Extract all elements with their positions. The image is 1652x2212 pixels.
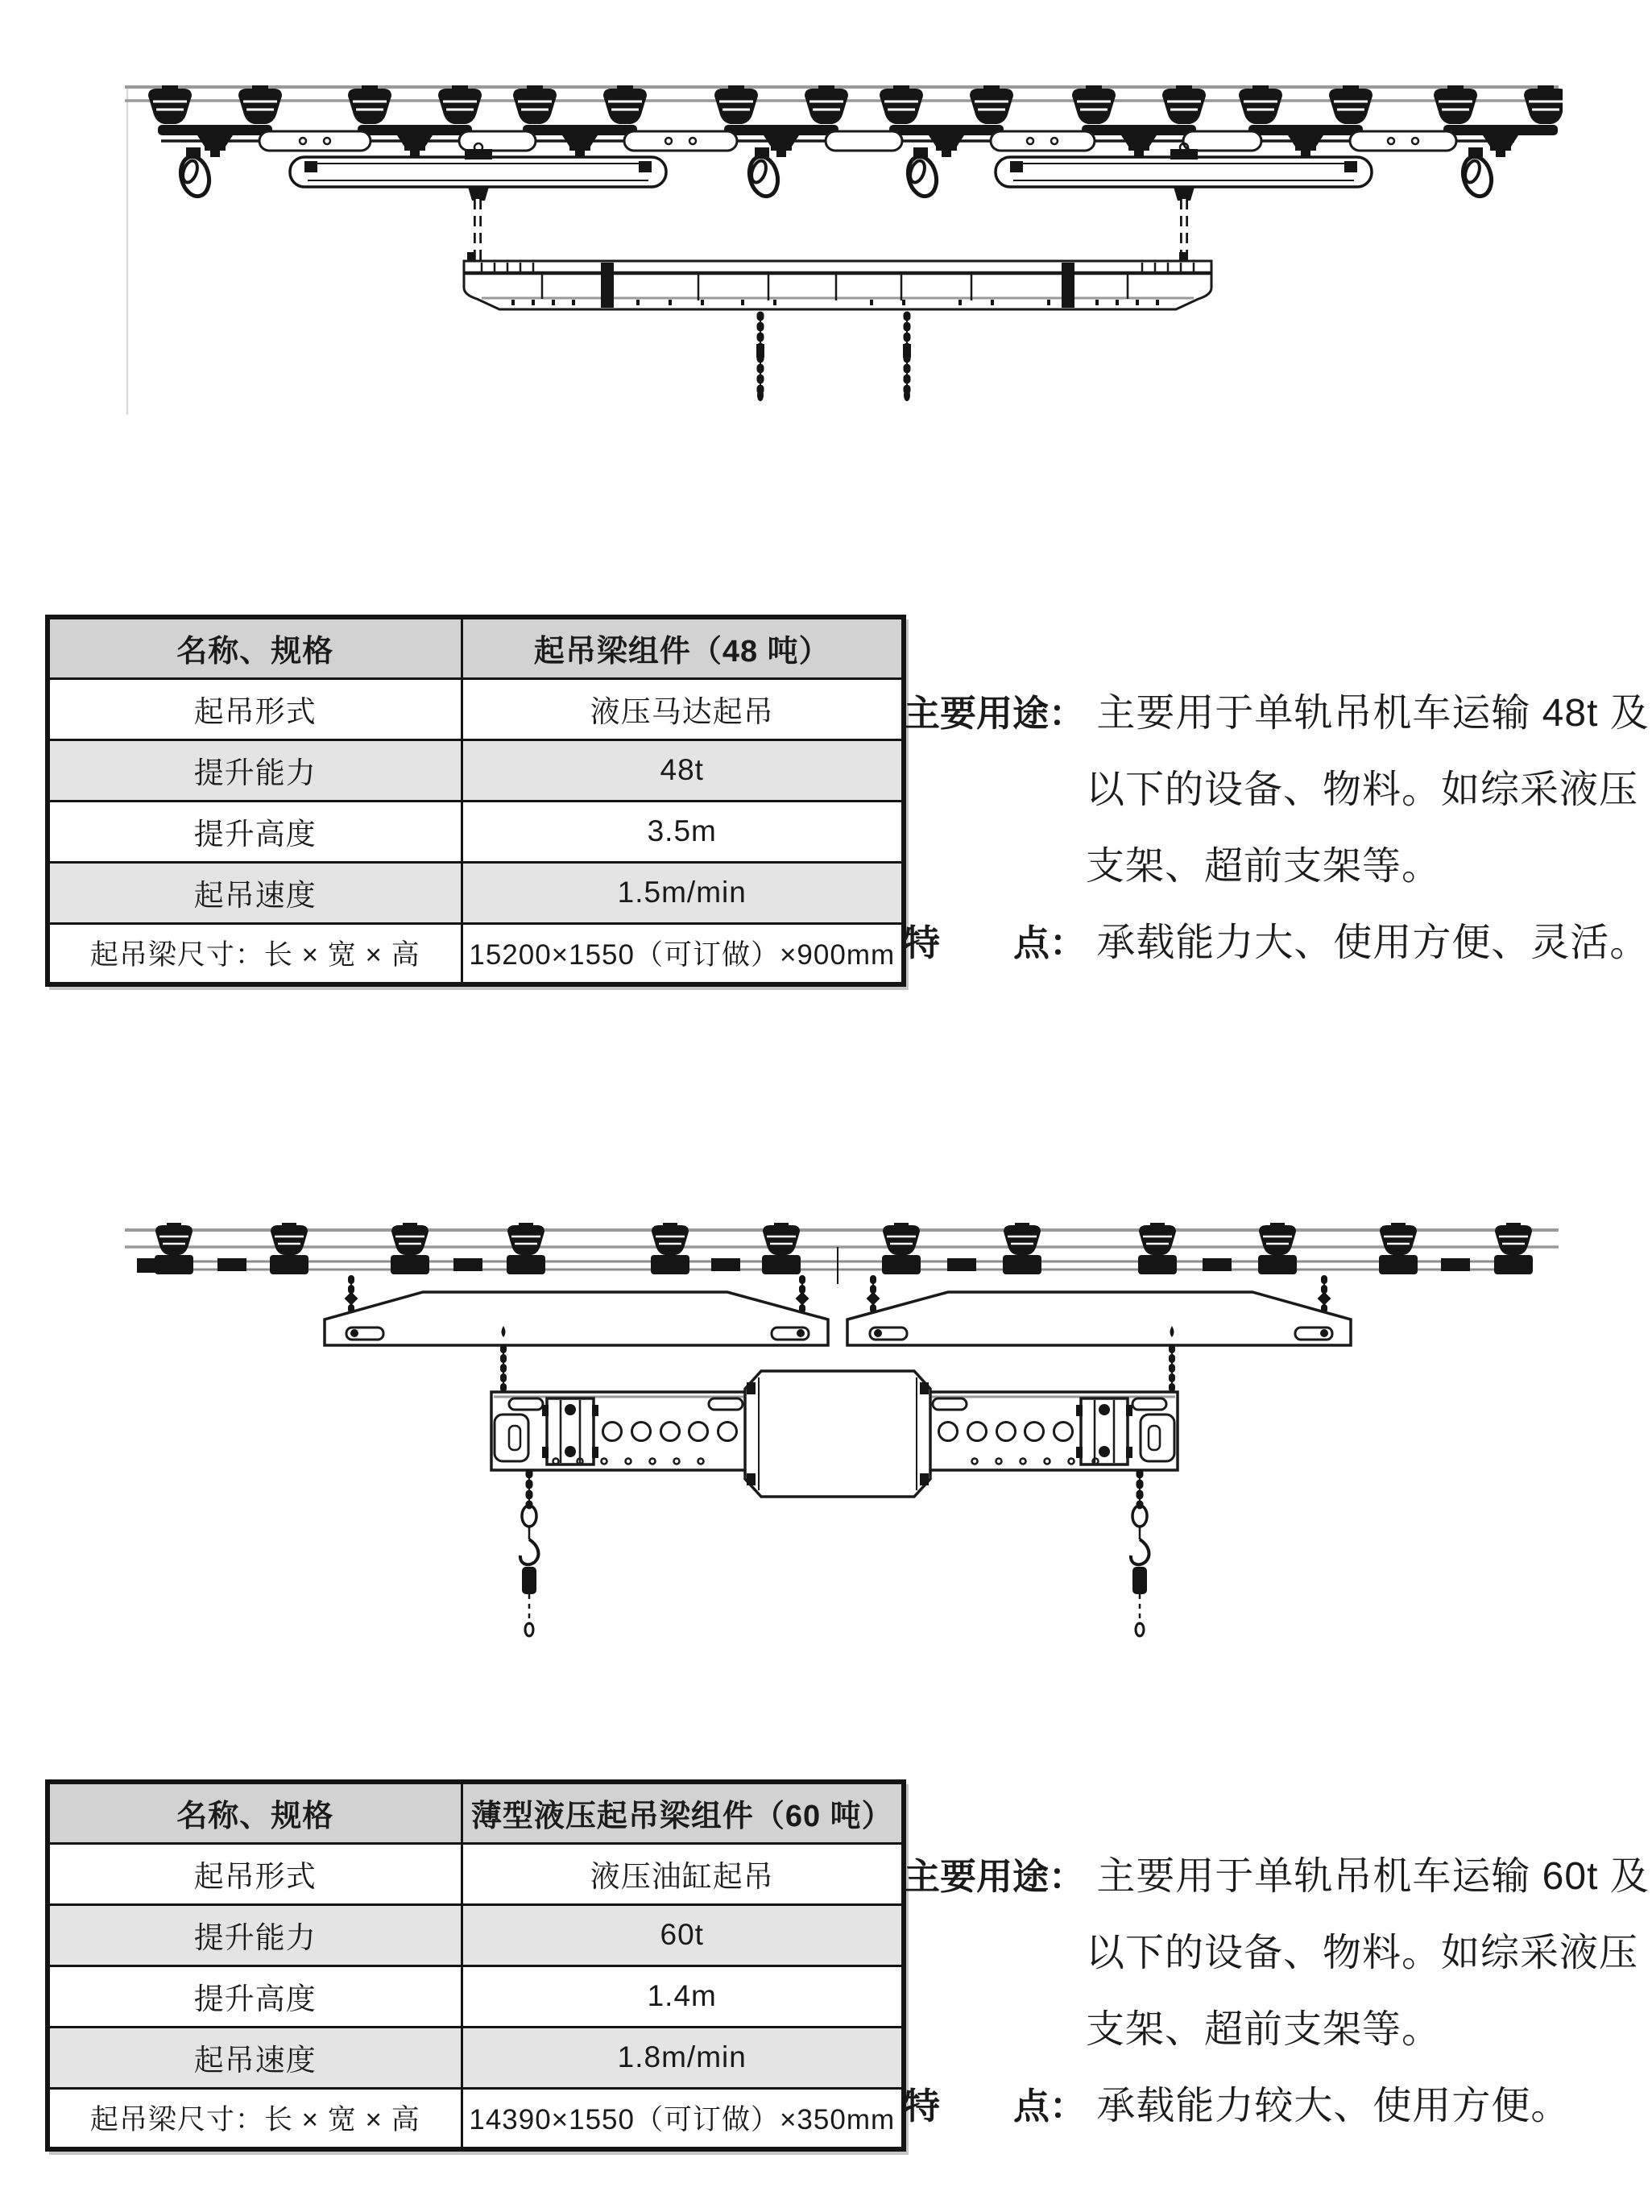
hoist-cylinders: [290, 143, 1372, 201]
col-header-product: 薄型液压起吊梁组件（60 吨）: [462, 1782, 904, 1843]
feature-text: 承载能力大、使用方便、灵活。: [1096, 922, 1650, 964]
row-value: 1.8m/min: [462, 2027, 904, 2088]
row-value: 1.4m: [462, 1966, 904, 2027]
usage-text: 支架、超前支架等。: [1086, 2008, 1442, 2051]
row-label: 提升能力: [48, 1904, 462, 1966]
table-row: [48, 1904, 904, 1966]
row-label: 起吊梁尺寸：长 × 宽 × 高: [48, 923, 462, 984]
table-row: [48, 678, 904, 739]
table-row: [48, 801, 904, 862]
center-box: [745, 1371, 930, 1497]
table-row: [48, 739, 904, 801]
clamp-left: [542, 1398, 598, 1464]
technical-drawing-lifting-beam-60t: [105, 1184, 1563, 1676]
feature-line: [904, 905, 1652, 981]
spec-table-60t: [45, 1779, 906, 2152]
row-value: 14390×1550（可订做）×350mm: [462, 2088, 904, 2149]
row-label: 提升高度: [48, 801, 462, 862]
info-block-48t: [904, 675, 1652, 981]
usage-text: 支架、超前支架等。: [1086, 845, 1442, 888]
feature-label: 特 点：: [904, 922, 1086, 963]
thin-lifting-beam: [491, 1371, 1178, 1497]
row-value: 液压马达起吊: [462, 678, 904, 739]
usage-label: 主要用途：: [904, 1856, 1086, 1897]
row-value: 1.5m/min: [462, 862, 904, 923]
row-label: 起吊速度: [48, 2027, 462, 2088]
row-value: 48t: [462, 739, 904, 801]
lifting-beam: [464, 261, 1211, 309]
hanger-plates: [325, 1292, 1351, 1345]
table-row: [48, 2027, 904, 2088]
table-row: [48, 862, 904, 923]
row-label: 提升高度: [48, 1966, 462, 2027]
feature-text: 承载能力较大、使用方便。: [1096, 2085, 1571, 2127]
usage-line: [904, 1991, 1652, 2068]
spec-table-48t: [45, 615, 906, 987]
row-label: 起吊梁尺寸：长 × 宽 × 高: [48, 2088, 462, 2149]
clamp-right: [1076, 1398, 1132, 1464]
table-header-row: [48, 617, 904, 678]
col-header-name-spec: 名称、规格: [48, 1782, 462, 1843]
technical-drawing-lifting-beam-48t: [105, 52, 1563, 423]
usage-line: [904, 675, 1652, 752]
feature-label: 特 点：: [904, 2086, 1086, 2127]
row-label: 起吊形式: [48, 1843, 462, 1904]
row-label: 起吊速度: [48, 862, 462, 923]
col-header-name-spec: 名称、规格: [48, 617, 462, 678]
hoist-chains: [467, 199, 1187, 263]
table-row: [48, 1843, 904, 1904]
row-label: 起吊形式: [48, 678, 462, 739]
usage-line: [904, 828, 1652, 905]
feature-line: [904, 2068, 1652, 2144]
usage-text: 以下的设备、物料。如综采液压: [1086, 1932, 1639, 1974]
info-block-60t: [904, 1838, 1652, 2144]
row-value: 液压油缸起吊: [462, 1843, 904, 1904]
usage-line: [904, 1838, 1652, 1915]
usage-line: [904, 752, 1652, 828]
row-label: 提升能力: [48, 739, 462, 801]
table-row: [48, 923, 904, 984]
table-header-row: [48, 1782, 904, 1843]
usage-line: [904, 1915, 1652, 1991]
row-value: 3.5m: [462, 801, 904, 862]
table-row: [48, 1966, 904, 2027]
monorail-rail: [125, 1230, 1559, 1247]
row-value: 15200×1550（可订做）×900mm: [462, 923, 904, 984]
usage-text: 主要用于单轨吊机车运输 48t 及: [1096, 692, 1650, 735]
col-header-product: 起吊梁组件（48 吨）: [462, 617, 904, 678]
hanging-chains: [756, 312, 911, 401]
usage-label: 主要用途：: [904, 693, 1086, 734]
row-value: 60t: [462, 1904, 904, 1966]
usage-text: 主要用于单轨吊机车运输 60t 及: [1096, 1855, 1650, 1898]
usage-text: 以下的设备、物料。如综采液压: [1086, 768, 1639, 811]
table-row: [48, 2088, 904, 2149]
